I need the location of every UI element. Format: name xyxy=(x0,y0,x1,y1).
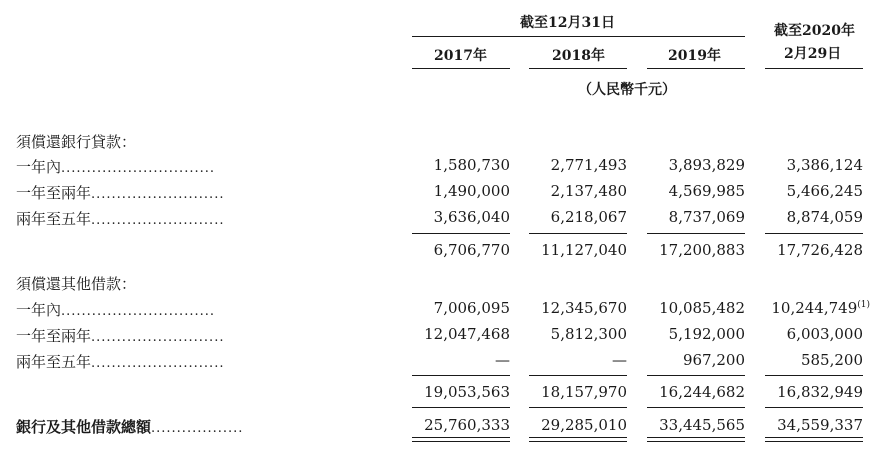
dot-leader: .......................... xyxy=(91,330,225,345)
bank-loans-row-label: 一年內.............................. xyxy=(16,158,215,176)
dot-leader: .......................... xyxy=(91,213,225,228)
table-cell: 6,218,067 xyxy=(550,208,627,226)
year-header-underline-2017 xyxy=(412,68,510,69)
period-group-rule xyxy=(412,36,745,37)
total-double-rule xyxy=(647,437,745,442)
grand-total-value: 33,445,565 xyxy=(659,416,745,434)
subtotal-rule xyxy=(765,233,863,234)
table-cell: 967,200 xyxy=(682,351,745,369)
table-cell: 5,812,300 xyxy=(550,325,627,343)
table-cell-dash: — xyxy=(612,351,627,369)
total-top-rule xyxy=(412,407,510,408)
other-borrowings-section-title: 須償還其他借款： xyxy=(16,275,137,293)
dot-leader: .............................. xyxy=(61,304,215,319)
table-cell-dash: — xyxy=(495,351,510,369)
bank-loans-subtotal: 17,200,883 xyxy=(659,241,745,259)
year-2018-header: 2018年 xyxy=(552,48,605,64)
other-borrowings-subtotal: 16,832,949 xyxy=(777,383,863,401)
grand-total-value: 29,285,010 xyxy=(541,416,627,434)
table-cell: 12,345,670 xyxy=(541,299,627,317)
grand-total-label: 銀行及其他借款總額.................. xyxy=(16,418,244,436)
total-double-rule xyxy=(412,437,510,442)
footnote-marker: (1) xyxy=(857,300,870,310)
table-cell: 3,386,124 xyxy=(786,156,863,174)
table-cell: 2,771,493 xyxy=(550,156,627,174)
table-cell: 1,490,000 xyxy=(433,182,510,200)
table-cell: 3,636,040 xyxy=(433,208,510,226)
table-cell: 3,893,829 xyxy=(668,156,745,174)
year-header-underline-2020 xyxy=(765,68,863,69)
table-cell: 8,737,069 xyxy=(668,208,745,226)
year-header-underline-2018 xyxy=(529,68,627,69)
period-group-header: 截至12月31日 xyxy=(520,15,615,31)
dot-leader: .............................. xyxy=(61,161,215,176)
period-end-header-line1: 截至2020年 xyxy=(774,23,855,39)
bank-loans-subtotal: 17,726,428 xyxy=(777,241,863,259)
other-borrowings-row-label: 兩年至五年.......................... xyxy=(16,353,225,371)
subtotal-rule xyxy=(765,375,863,376)
other-borrowings-row-label: 一年至兩年.......................... xyxy=(16,327,225,345)
dot-leader: .......................... xyxy=(91,187,225,202)
other-borrowings-subtotal: 19,053,563 xyxy=(424,383,510,401)
dot-leader: .................. xyxy=(151,421,244,436)
total-top-rule xyxy=(529,407,627,408)
grand-total-value: 25,760,333 xyxy=(424,416,510,434)
total-top-rule xyxy=(765,407,863,408)
table-cell-with-footnote: 10,244,749$^{(1)}$ xyxy=(771,299,870,317)
period-end-header-line2: 2月29日 xyxy=(784,46,842,62)
bank-loans-subtotal: 6,706,770 xyxy=(433,241,510,259)
total-double-rule xyxy=(529,437,627,442)
table-cell: 4,569,985 xyxy=(668,182,745,200)
subtotal-rule xyxy=(647,233,745,234)
other-borrowings-subtotal: 16,244,682 xyxy=(659,383,745,401)
year-2017-header: 2017年 xyxy=(434,48,487,64)
year-header-underline-2019 xyxy=(647,68,745,69)
table-cell: 6,003,000 xyxy=(786,325,863,343)
subtotal-rule xyxy=(529,233,627,234)
dot-leader: .......................... xyxy=(91,356,225,371)
total-top-rule xyxy=(647,407,745,408)
subtotal-rule xyxy=(529,375,627,376)
table-cell: 5,466,245 xyxy=(786,182,863,200)
table-cell: 8,874,059 xyxy=(786,208,863,226)
table-cell: 7,006,095 xyxy=(433,299,510,317)
table-cell: 10,085,482 xyxy=(659,299,745,317)
unit-note: （人民幣千元） xyxy=(578,82,676,98)
subtotal-rule xyxy=(412,375,510,376)
table-cell: 5,192,000 xyxy=(668,325,745,343)
total-double-rule xyxy=(765,437,863,442)
bank-loans-row-label: 一年至兩年.......................... xyxy=(16,184,225,202)
year-2019-header: 2019年 xyxy=(668,48,721,64)
other-borrowings-row-label: 一年內.............................. xyxy=(16,301,215,319)
subtotal-rule xyxy=(647,375,745,376)
table-cell: 1,580,730 xyxy=(433,156,510,174)
table-cell: 12,047,468 xyxy=(424,325,510,343)
grand-total-value: 34,559,337 xyxy=(777,416,863,434)
table-cell: 585,200 xyxy=(800,351,863,369)
subtotal-rule xyxy=(412,233,510,234)
table-cell: 2,137,480 xyxy=(550,182,627,200)
bank-loans-row-label: 兩年至五年.......................... xyxy=(16,210,225,228)
bank-loans-section-title: 須償還銀行貸款： xyxy=(16,133,137,151)
bank-loans-subtotal: 11,127,040 xyxy=(541,241,627,259)
other-borrowings-subtotal: 18,157,970 xyxy=(541,383,627,401)
